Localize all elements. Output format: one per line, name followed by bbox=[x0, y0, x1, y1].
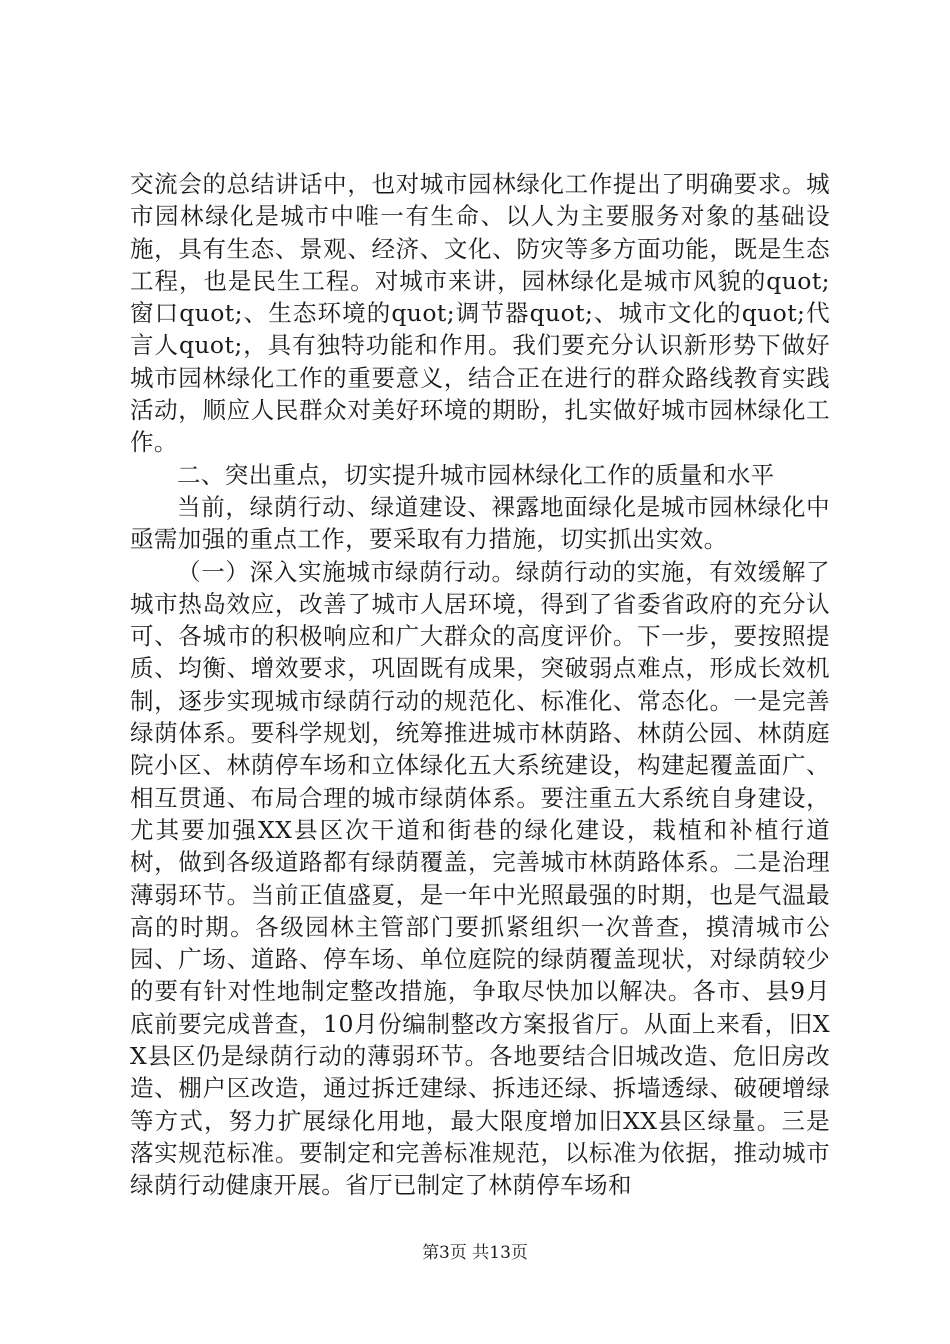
section-heading: 二、突出重点，切实提升城市园林绿化工作的质量和水平 bbox=[177, 460, 775, 489]
page-number-footer: 第3页 共13页 bbox=[422, 1243, 528, 1263]
paragraph-1: 交流会的总结讲话中，也对城市园林绿化工作提出了明确要求。城市园林绿化是城市中唯一有生命、以人为主要服务对象的基础设施，具有生态、景观、经济、文化、防灾等多方面功能，既是生态工程，也是民生工程。对城市来讲，园林绿化是城市风貌的quot;窗口quot;、生态环境的quot;调节器quot;、城市文化的quot;代言人quot;，具有独特功能和作用。我们要充分认识新形势下做好城市园林绿化工作的重要意义，结合正在进行的群众路线教育实践活动，顺应人民群众对美好环境的期盼，扎实做好城市园林绿化工作。 bbox=[130, 170, 830, 457]
paragraph-3: （一）深入实施城市绿荫行动。绿荫行动的实施，有效缓解了城市热岛效应，改善了城市人居环境，得到了省委省政府的充分认可、各城市的积极响应和广大群众的高度评价。下一步，要按照提质、均衡、增效要求，巩固既有成果，突破弱点难点，形成长效机制，逐步实现城市绿荫行动的规范化、标准化、常态化。一是完善绿荫体系。要科学规划，统筹推进城市林荫路、林荫公园、林荫庭院小区、林荫停车场和立体绿化五大系统建设，构建起覆盖面广、相互贯通、布局合理的城市绿荫体系。要注重五大系统自身建设，尤其要加强XX县区次干道和街巷的绿化建设，栽植和补植行道树，做到各级道路都有绿荫覆盖，完善城市林荫路体系。二是治理薄弱环节。当前正值盛夏，是一年中光照最强的时期，也是气温最高的时期。各级园林主管部门要抓紧组织一次普查，摸清城市公园、广场、道路、停车场、单位庭院的绿荫覆盖现状，对绿荫较少的要有针对性地制定整改措施，争取尽快加以解决。各市、县9月底前要完成普查，10月份编制整改方案报省厅。从面上来看，旧XX县区仍是绿荫行动的薄弱环节。各地要结合旧城改造、危旧房改造、棚户区改造，通过拆迁建绿、拆违还绿、拆墙透绿、破硬增绿等方式，努力扩展绿化用地，最大限度增加旧XX县区绿量。三是落实规范标准。要制定和完善标准规范，以标准为依据，推动城市绿荫行动健康开展。省厅已制定了林荫停车场和 bbox=[130, 557, 830, 1200]
paragraph-2: 当前，绿荫行动、绿道建设、裸露地面绿化是城市园林绿化中亟需加强的重点工作，要采取有力措施，切实抓出实效。 bbox=[130, 492, 830, 554]
document-body bbox=[130, 168, 830, 1202]
